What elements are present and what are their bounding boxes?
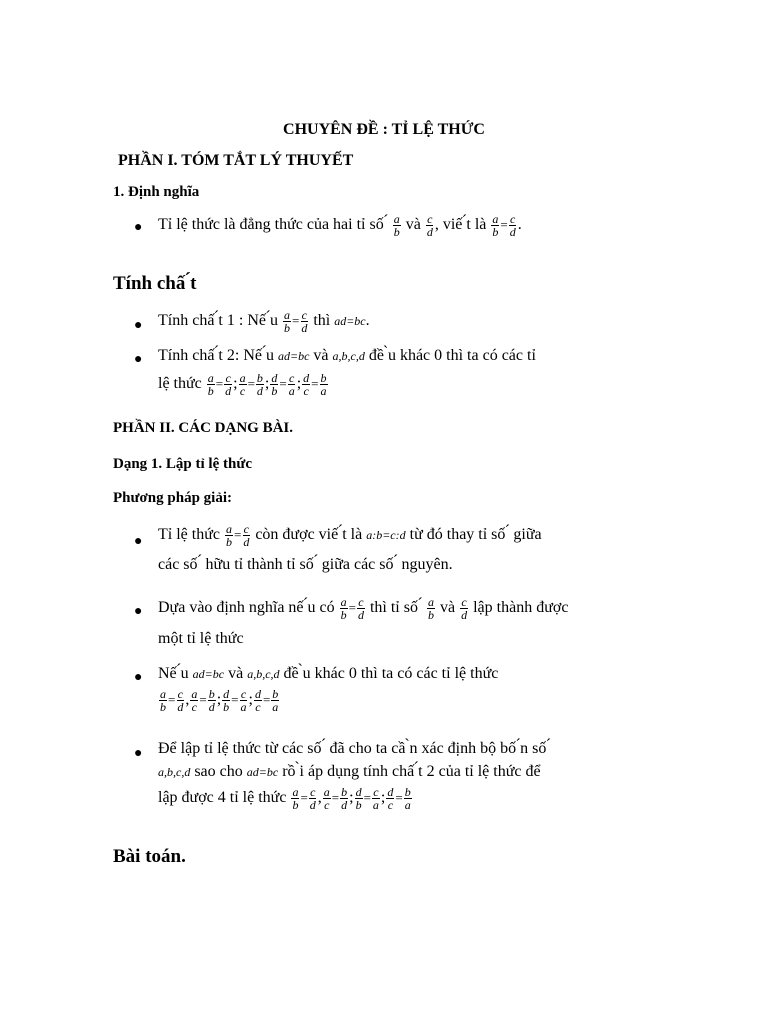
problem-heading: Bài toán. [113, 846, 186, 867]
fraction-c-d: $\frac{c}{d}$ [426, 212, 433, 239]
method4-line2: a,b,c,d sao cho ad=bc rồ ̀i áp dụng tính chấ ́t 2 của tỉ lệ thức để [158, 763, 541, 780]
method4-line3: lập được 4 tỉ lệ thức $\frac{a}{b}$ = $\frac{c}{d}$ , $\frac{a}{c}$ = $\frac{b}{d}$ ; $\frac{d}{b}$ = $\frac{c}{a}$ ; $\frac{d}{c}$ = $\frac{b}{a}$ [158, 785, 411, 812]
fraction-a-b: $\frac{a}{b}$ [283, 308, 290, 335]
method4-line1: Để lập tỉ lệ thức từ các số ́ đã cho ta cầ ̀n xác định bộ bố ́n số ́ [158, 740, 551, 757]
fraction-c-d: $\frac{c}{d}$ [509, 212, 516, 239]
method3-line2: $\frac{a}{b}$ = $\frac{c}{d}$ , $\frac{a}{c}$ = $\frac{b}{d}$ ; $\frac{d}{b}$ = $\frac{c}{a}$ ; $\frac{d}{c}$ = $\frac{b}{a}$ [160, 687, 279, 714]
equation-ratio: a:b=c:d [366, 528, 406, 543]
bullet-icon: ● [134, 746, 143, 761]
property1-line: Tính chấ ́t 1 : Nế ́u $\frac{a}{b}$ = $\frac{c}{d}$ thì ad=bc. [158, 308, 370, 335]
variables-abcd: a,b,c,d [247, 667, 280, 681]
bullet-icon: ● [134, 352, 143, 367]
bullet-icon: ● [134, 534, 143, 549]
method1-line1: Tỉ lệ thức $\frac{a}{b}$ = $\frac{c}{d}$ còn được viế ́t là a:b=c:d từ đó thay tỉ số ́ giữa [158, 522, 542, 549]
method2-line2: một tỉ lệ thức [158, 630, 244, 647]
method-heading: Phương pháp giải: [113, 490, 233, 506]
fraction-a-b: $\frac{a}{b}$ [393, 212, 400, 239]
bullet-icon: ● [134, 220, 143, 235]
definition-text: Tỉ lệ thức là đẳng thức của hai tỉ số ́ [158, 216, 388, 234]
equation-ad-bc: ad=bc [192, 667, 225, 681]
equation-ad-bc: ad=bc [334, 314, 366, 329]
type1-heading: Dạng 1. Lập tỉ lệ thức [113, 456, 253, 472]
properties-heading: Tính chấ ́t [113, 273, 197, 294]
method3-line1: Nế ́u ad=bc và a,b,c,d đề ̀u khác 0 thì ta có các tỉ lệ thức [158, 665, 499, 682]
property2-line2: lệ thức $\frac{a}{b}$ = $\frac{c}{d}$ ; $\frac{a}{c}$ = $\frac{b}{d}$ ; $\frac{d}{b}$ = $\frac{c}{a}$ ; $\frac{d}{c}$ = $\frac{b}{a}$ [158, 371, 327, 398]
variables-abcd: a,b,c,d [332, 349, 365, 363]
fraction-a-b: $\frac{a}{b}$ [492, 212, 499, 239]
definition-line: Tỉ lệ thức là đẳng thức của hai tỉ số ́ $\frac{a}{b}$ và $\frac{c}{d}$ , viế ́t là $\frac{a}{b}$ = $\frac{c}{d}$ . [158, 212, 522, 239]
bullet-icon: ● [134, 604, 143, 619]
part2-heading: PHẦN II. CÁC DẠNG BÀI. [113, 420, 294, 436]
bullet-icon: ● [134, 318, 143, 333]
document-title: CHUYÊN ĐỀ : TỈ LỆ THỨC [283, 121, 485, 138]
fraction-c-d: $\frac{c}{d}$ [301, 308, 308, 335]
equation-ad-bc: ad=bc [246, 765, 279, 779]
method2-line1: Dựa vào định nghĩa nế ́u có $\frac{a}{b}$ = $\frac{c}{d}$ thì tỉ số ́ $\frac{a}{b}$ và $\frac{c}{d}$ lập thành được [158, 595, 569, 622]
variables-abcd: a,b,c,d [158, 765, 191, 779]
method1-line2: các số ́ hữu tỉ thành tỉ số ́ giữa các số ́ nguyên. [158, 556, 453, 573]
property2-line1: Tính chấ ́t 2: Nế ́u ad=bc và a,b,c,d đề ̀u khác 0 thì ta có các tỉ [158, 347, 536, 364]
equation-ad-bc: ad=bc [277, 349, 310, 363]
part1-heading: PHẦN I. TÓM TẮT LÝ THUYẾT [118, 152, 354, 169]
bullet-icon: ● [134, 670, 143, 685]
definition-heading: 1. Định nghĩa [113, 184, 200, 200]
